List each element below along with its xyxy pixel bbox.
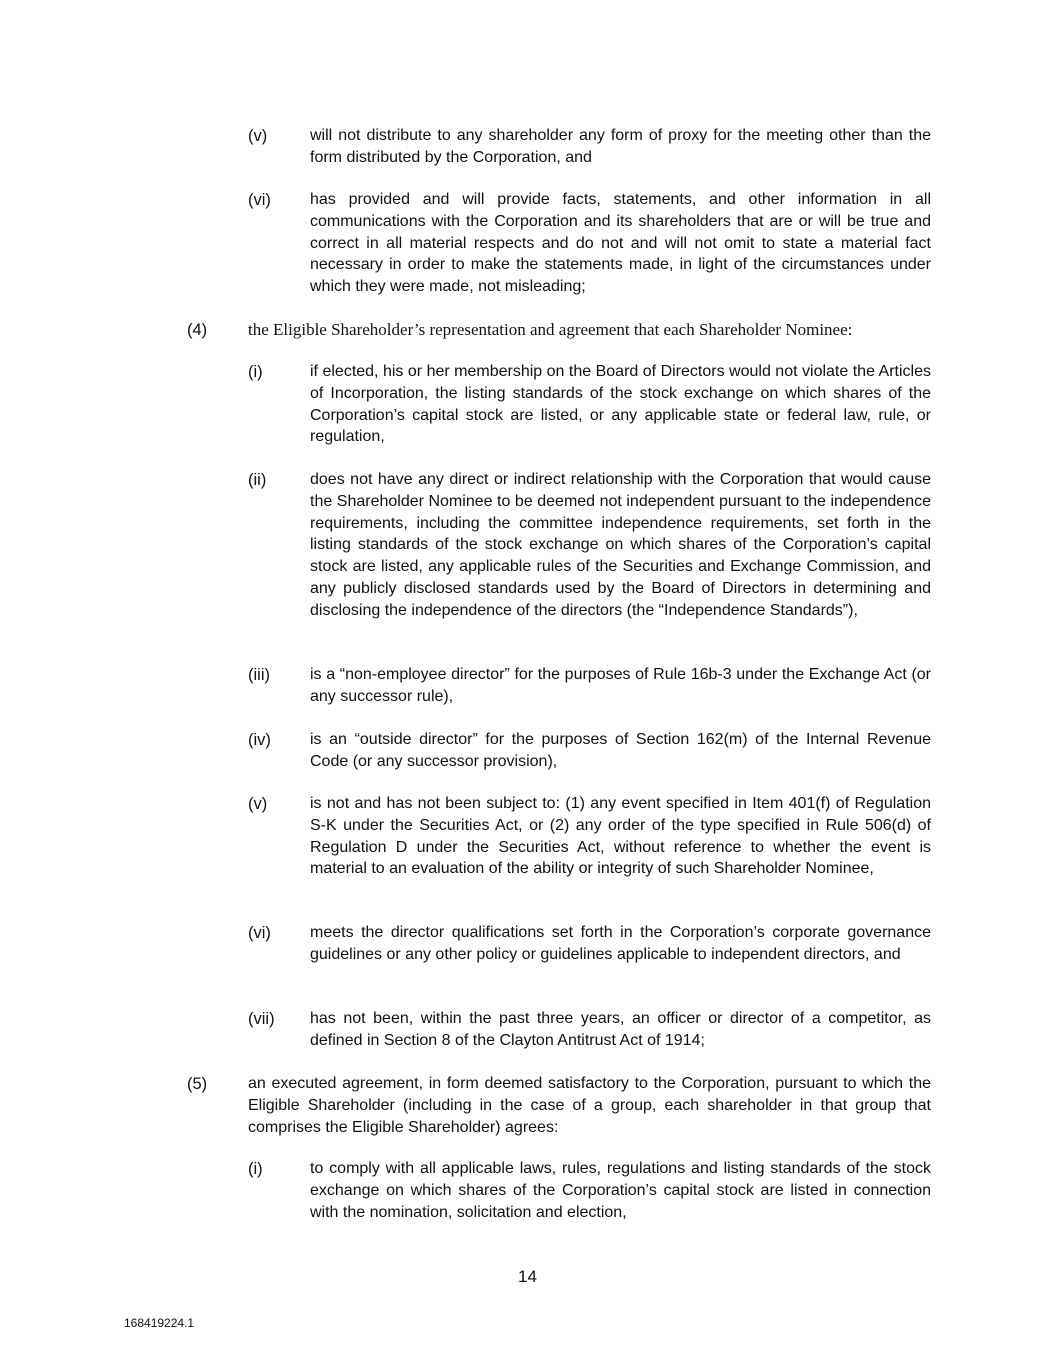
clause-text: does not have any direct or indirect relationship with the Corporation that would cause the Shareholder Nominee to be deemed not independent pursuant to the independence requirements, including the committee independence requirements, set forth in the listing standards of the stock exchange on which shares of the Corporation’s capital stock are listed, any applicable rules of the Securities and Exchange Commission, and any publicly disclosed standards used by the Board of Directors in determining and disclosing the independence of the directors (the “Independence Standards”),: [310, 471, 931, 619]
clause-text: meets the director qualifications set forth in the Corporation’s corporate governance guidelines or any other policy or guidelines applicable to independent directors, and: [310, 924, 931, 963]
section-label: (5): [187, 1075, 208, 1093]
clause-label: (i): [248, 1160, 263, 1178]
section-label: (4): [187, 321, 208, 339]
clause-text: has not been, within the past three years, an officer or director of a competitor, as defined in Section 8 of the Clayton Antitrust Act of 1914;: [310, 1010, 931, 1049]
clause-text: will not distribute to any shareholder any form of proxy for the meeting other than the form distributed by the Corporation, and: [310, 127, 931, 166]
clause-text: is a “non-employee director” for the purposes of Rule 16b-3 under the Exchange Act (or any successor rule),: [310, 666, 931, 705]
section-text: the Eligible Shareholder’s representation and agreement that each Shareholder Nominee:: [248, 320, 853, 339]
clause-label: (v): [248, 127, 268, 145]
clause-label: (vi): [248, 924, 271, 942]
clause-label: (vi): [248, 191, 271, 209]
section-text: an executed agreement, in form deemed satisfactory to the Corporation, pursuant to which the Eligible Shareholder (including in the case of a group, each shareholder in that group that comprises the Eligible Shareholder) agrees:: [248, 1075, 931, 1136]
clause-label: (i): [248, 363, 263, 381]
clause-text: to comply with all applicable laws, rules, regulations and listing standards of the stock exchange on which shares of the Corporation’s capital stock are listed in connection with the nomination, solicitation and election,: [310, 1160, 931, 1221]
clause-text: if elected, his or her membership on the Board of Directors would not violate the Articles of Incorporation, the listing standards of the stock exchange on which shares of the Corporation’s capital stock are listed, or any applicable state or federal law, rule, or regulation,: [310, 363, 931, 446]
clause-text: has provided and will provide facts, statements, and other information in all communications with the Corporation and its shareholders that are or will be true and correct in all material respects and do not and will not omit to state a material fact necessary in order to make the statements made, in light of the circumstances under which they were made, not misleading;: [310, 191, 931, 296]
clause-text: is an “outside director” for the purposes of Section 162(m) of the Internal Revenue Code (or any successor provision),: [310, 731, 931, 770]
clause-label: (ii): [248, 471, 267, 489]
document-id: 168419224.1: [124, 1316, 195, 1330]
clause-label: (vii): [248, 1010, 275, 1028]
clause-label: (iii): [248, 666, 270, 684]
clause-text: is not and has not been subject to: (1) any event specified in Item 401(f) of Regulation S-K under the Securities Act, or (2) any order of the type specified in Rule 506(d) of Regulation D under the Securities Act, without reference to whether the event is material to an evaluation of the ability or integrity of such Shareholder Nominee,: [310, 795, 931, 878]
clause-label: (iv): [248, 731, 271, 749]
page-number: 14: [518, 1267, 537, 1286]
clause-label: (v): [248, 795, 268, 813]
